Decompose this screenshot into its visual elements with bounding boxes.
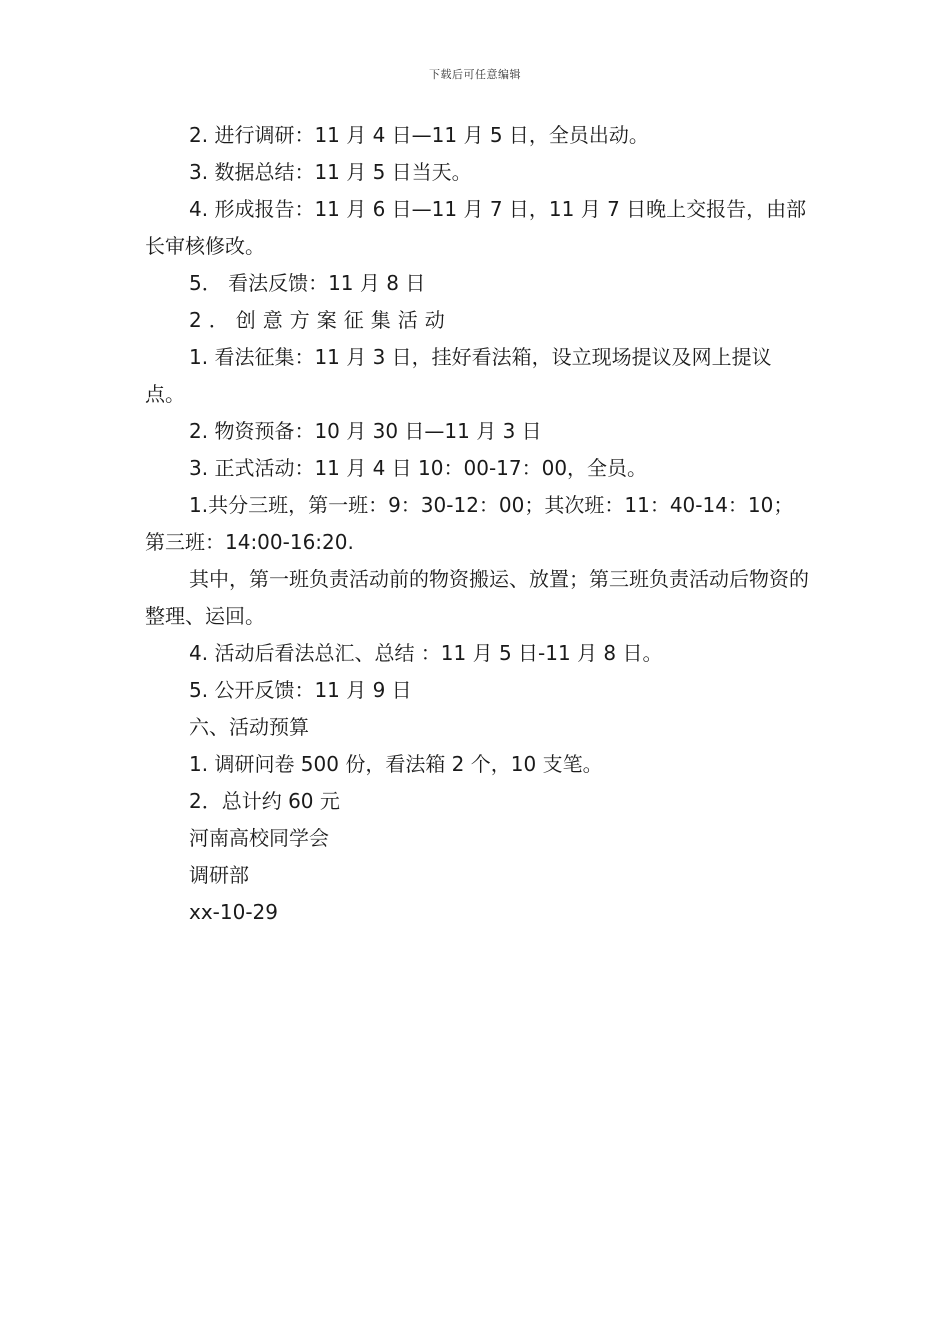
section-heading-idea-collection: 2．创意方案征集活动 <box>189 308 452 332</box>
paragraph-official-event: 3. 正式活动：11 月 4 日 10：00-17：00，全员。 <box>189 456 648 480</box>
paragraph-shifts: 1.共分三班，第一班：9：30-12：00；其次班：11：40-14：10；第三班：14:00-16:20. <box>145 493 794 554</box>
paragraph-report: 4. 形成报告：11 月 6 日—11 月 7 日，11 月 7 日晚上交报告，由部长审核修改。 <box>145 197 807 258</box>
paragraph-survey-schedule: 2. 进行调研：11 月 4 日—11 月 5 日，全员出动。 <box>189 123 649 147</box>
paragraph-opinion-collection: 1. 看法征集：11 月 3 日，挂好看法箱，设立现场提议及网上提议点。 <box>145 345 772 406</box>
paragraph-post-event-summary: 4. 活动后看法总汇、总结 ：11 月 5 日-11 月 8 日。 <box>189 641 663 665</box>
signature-department: 调研部 <box>189 863 249 887</box>
paragraph-material-prep: 2. 物资预备：10 月 30 日—11 月 3 日 <box>189 419 542 443</box>
paragraph-budget-total: 2．总计约 60 元 <box>189 789 340 813</box>
paragraph-feedback: 5． 看法反馈：11 月 8 日 <box>189 271 426 295</box>
page-header: 下载后可任意编辑 <box>429 68 521 81</box>
paragraph-data-summary: 3. 数据总结：11 月 5 日当天。 <box>189 160 472 184</box>
signature-date: xx-10-29 <box>189 900 279 924</box>
section-heading-budget: 六、活动预算 <box>189 715 309 739</box>
paragraph-public-feedback: 5. 公开反馈：11 月 9 日 <box>189 678 412 702</box>
document-body <box>145 117 810 931</box>
signature-organization: 河南高校同学会 <box>189 826 329 850</box>
paragraph-budget-items: 1. 调研问卷 500 份，看法箱 2 个，10 支笔。 <box>189 752 603 776</box>
paragraph-shift-duties: 其中，第一班负责活动前的物资搬运、放置；第三班负责活动后物资的整理、运回。 <box>145 567 809 628</box>
